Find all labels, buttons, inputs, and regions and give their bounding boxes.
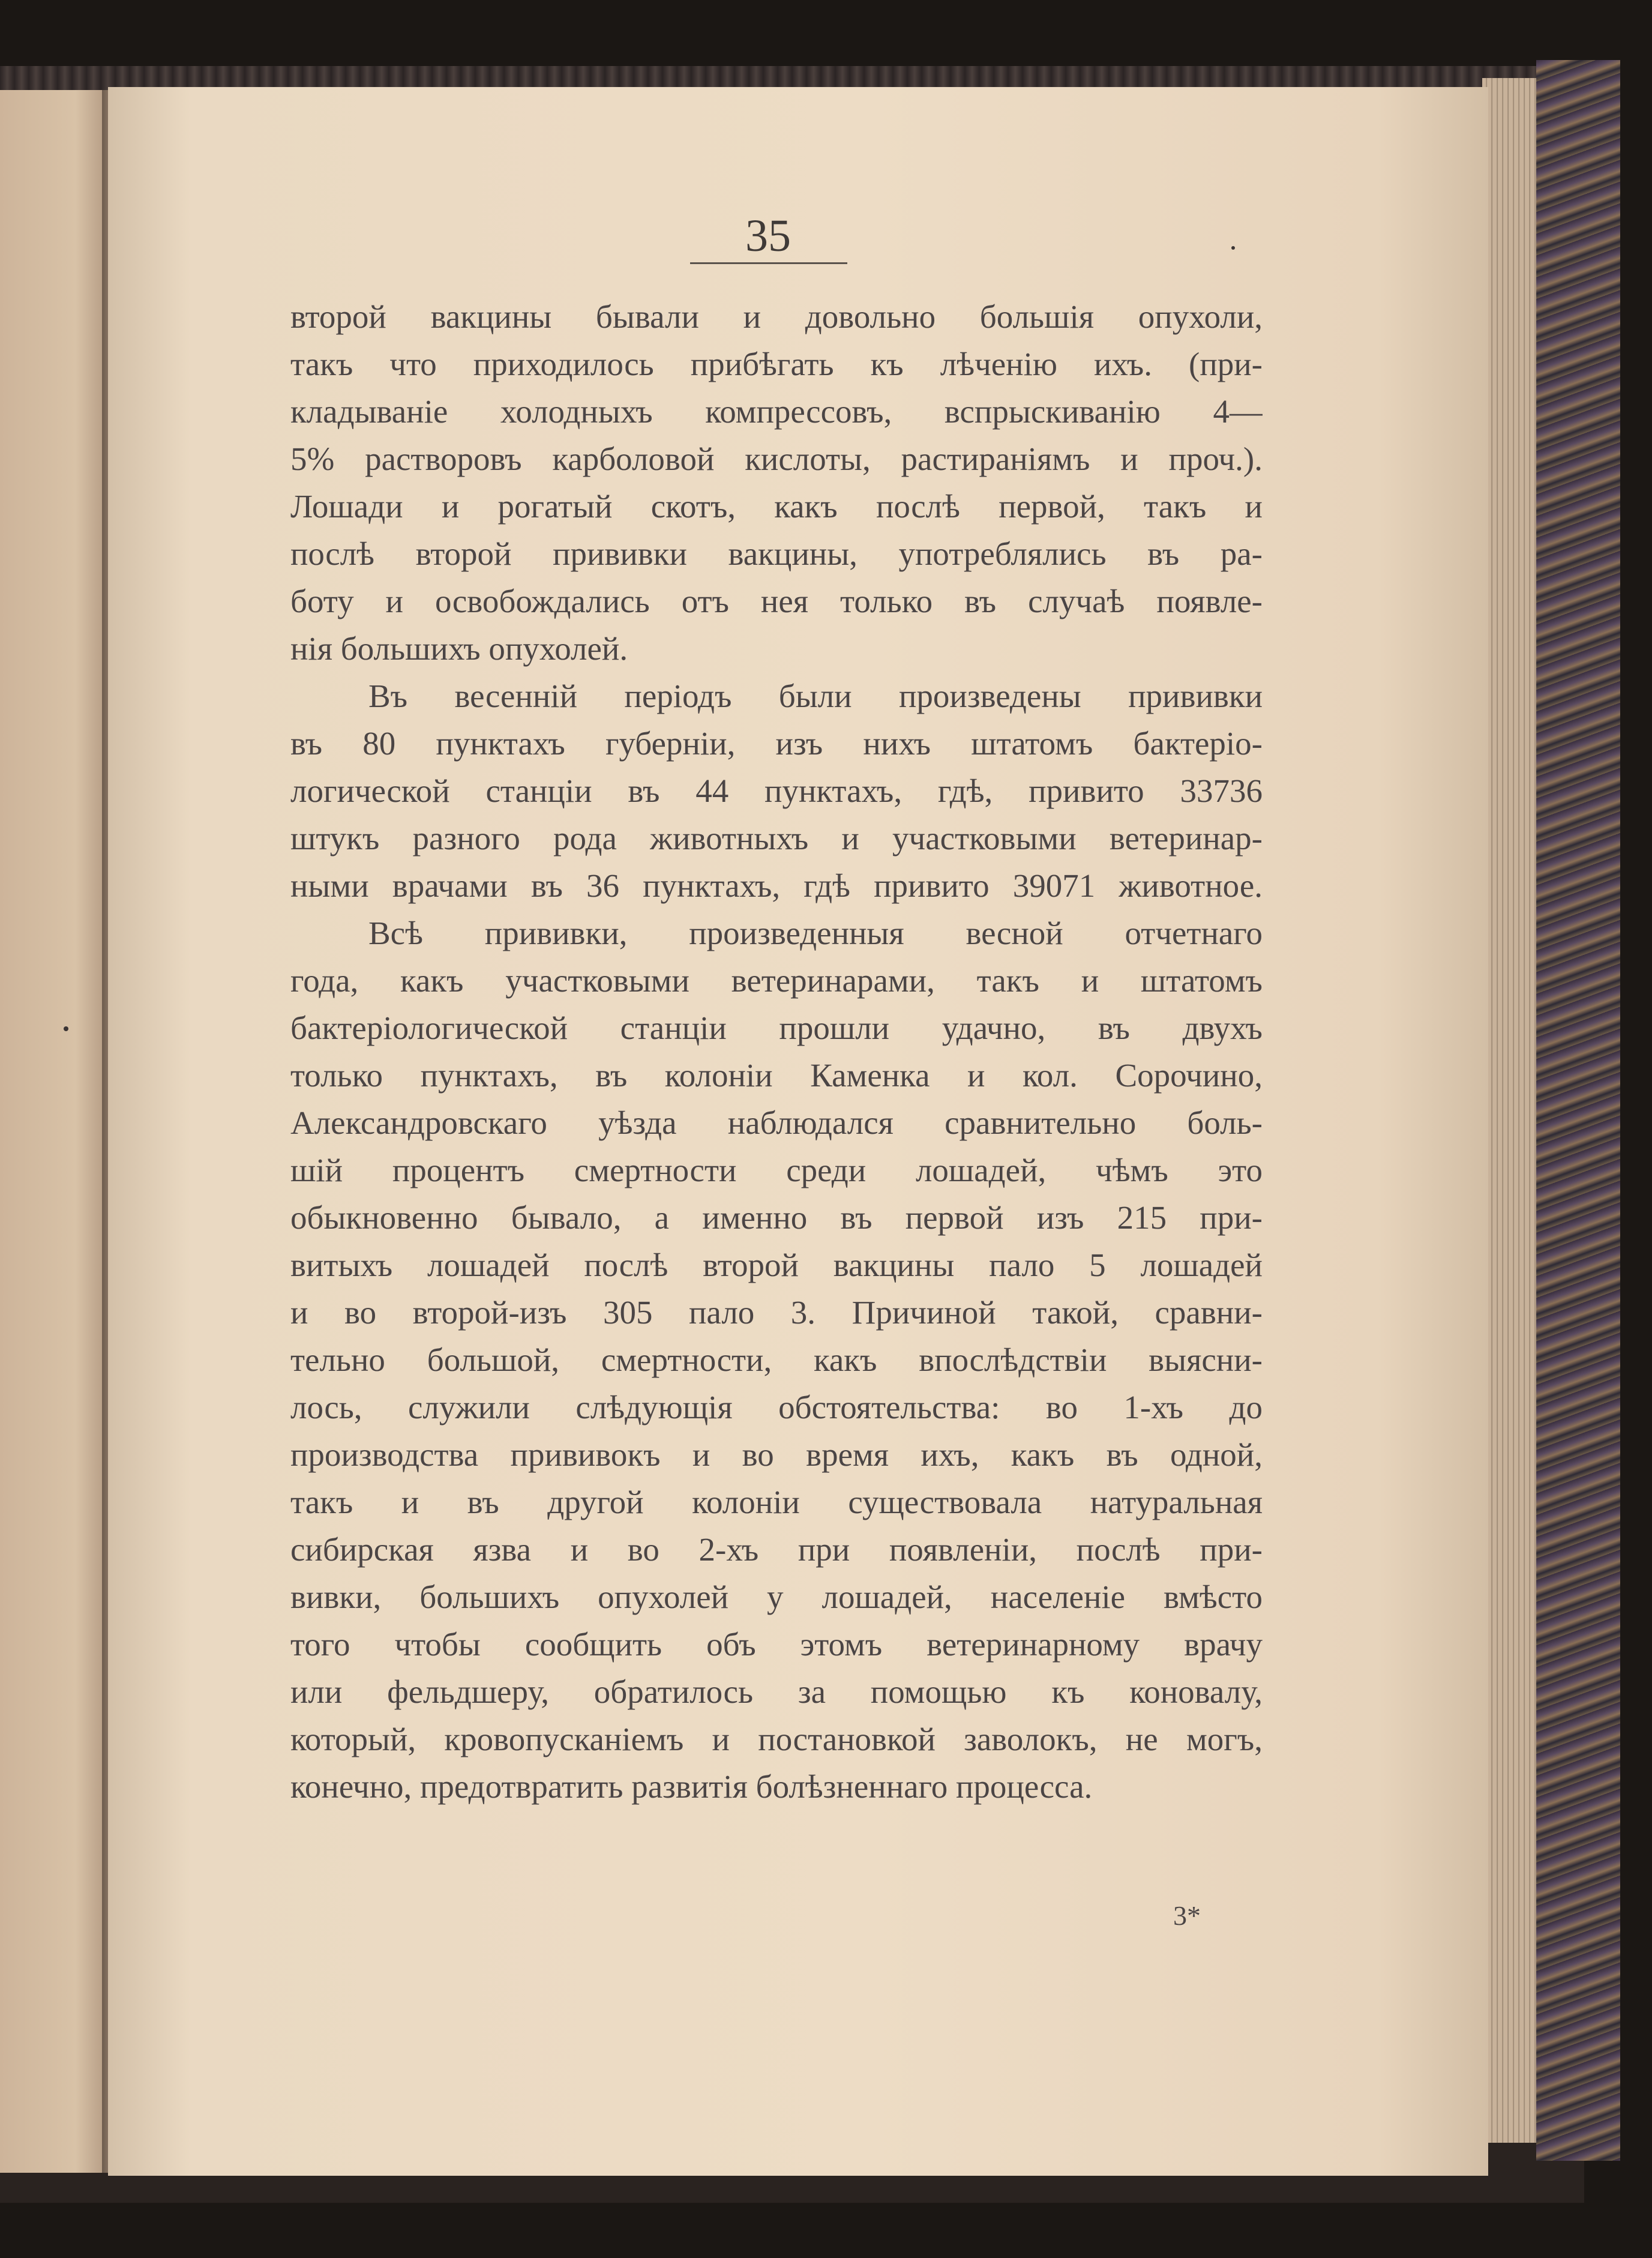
printer-signature-mark: 3* — [1173, 1900, 1201, 1931]
page-edges — [1482, 78, 1536, 2143]
page-number-rule — [690, 262, 847, 264]
text-line: производства прививокъ и во время ихъ, какъ въ одной, — [290, 1436, 1263, 1473]
text-line: лось, служили слѣдующія обстоятельства: во 1-хъ до — [290, 1389, 1263, 1426]
text-line: Александровскаго уѣзда наблюдался сравнительно боль- — [290, 1104, 1263, 1141]
text-line: кладываніе холодныхъ компрессовъ, вспрыскиванію 4— — [290, 393, 1263, 430]
text-line: въ 80 пунктахъ губерніи, изъ нихъ штатомъ бактеріо- — [290, 725, 1263, 762]
text-line: логической станціи въ 44 пунктахъ, гдѣ, привито 33736 — [290, 772, 1263, 809]
text-line: вивки, большихъ опухолей у лошадей, населеніе вмѣсто — [290, 1579, 1263, 1615]
text-line: ными врачами въ 36 пунктахъ, гдѣ привито 39071 животное. — [290, 867, 1263, 904]
text-line: только пунктахъ, въ колоніи Каменка и кол. Сорочино, — [290, 1057, 1263, 1094]
facing-page-edge — [0, 90, 108, 2173]
text-line: тельно большой, смертности, какъ впослѣдствіи выясни- — [290, 1341, 1263, 1378]
book-binding-top — [0, 66, 1608, 90]
text-line: Въ весенній періодъ были произведены прививки — [368, 678, 1263, 714]
ink-speck — [64, 1026, 68, 1031]
text-line: бактеріологической станціи прошли удачно, въ двухъ — [290, 1010, 1263, 1046]
text-line: боту и освобождались отъ нея только въ случаѣ появле- — [290, 583, 1263, 619]
text-line: нія большихъ опухолей. — [290, 630, 628, 667]
text-line: обыкновенно бывало, а именно въ первой изъ 215 при- — [290, 1199, 1263, 1236]
text-line: или фельдшеру, обратилось за помощью къ коновалу, — [290, 1673, 1263, 1710]
text-line: того чтобы сообщить объ этомъ ветеринарному врачу — [290, 1626, 1263, 1663]
text-line: года, какъ участковыми ветеринарами, такъ и штатомъ — [290, 962, 1263, 999]
text-line: такъ что приходилось прибѣгать къ лѣченію ихъ. (при- — [290, 346, 1263, 382]
page-number: 35 — [745, 211, 791, 261]
text-line: Лошади и рогатый скотъ, какъ послѣ первой, такъ и — [290, 488, 1263, 525]
text-line: конечно, предотвратить развитія болѣзненнаго процесса. — [290, 1768, 1093, 1805]
text-line: второй вакцины бывали и довольно большія опухоли, — [290, 298, 1263, 335]
text-line: витыхъ лошадей послѣ второй вакцины пало 5 лошадей — [290, 1247, 1263, 1283]
text-line: Всѣ прививки, произведенныя весной отчетнаго — [368, 915, 1263, 951]
body-text — [290, 293, 1263, 1810]
text-line: шій процентъ смертности среди лошадей, чѣмъ это — [290, 1152, 1263, 1188]
text-line: 5% растворовъ карболовой кислоты, растираніямъ и проч.). — [290, 441, 1263, 477]
text-line: такъ и въ другой колоніи существовала натуральная — [290, 1484, 1263, 1520]
text-line: сибирская язва и во 2-хъ при появленіи, послѣ при- — [290, 1531, 1263, 1568]
marbled-cover-edge — [1536, 60, 1620, 2161]
text-line: штукъ разного рода животныхъ и участковыми ветеринар- — [290, 820, 1263, 857]
text-line: послѣ второй прививки вакцины, употреблялись въ ра- — [290, 535, 1263, 572]
ink-speck — [1231, 246, 1235, 250]
text-line: который, кровопусканіемъ и постановкой заволокъ, не могъ, — [290, 1721, 1263, 1757]
text-line: и во второй-изъ 305 пало 3. Причиной такой, сравни- — [290, 1294, 1263, 1331]
